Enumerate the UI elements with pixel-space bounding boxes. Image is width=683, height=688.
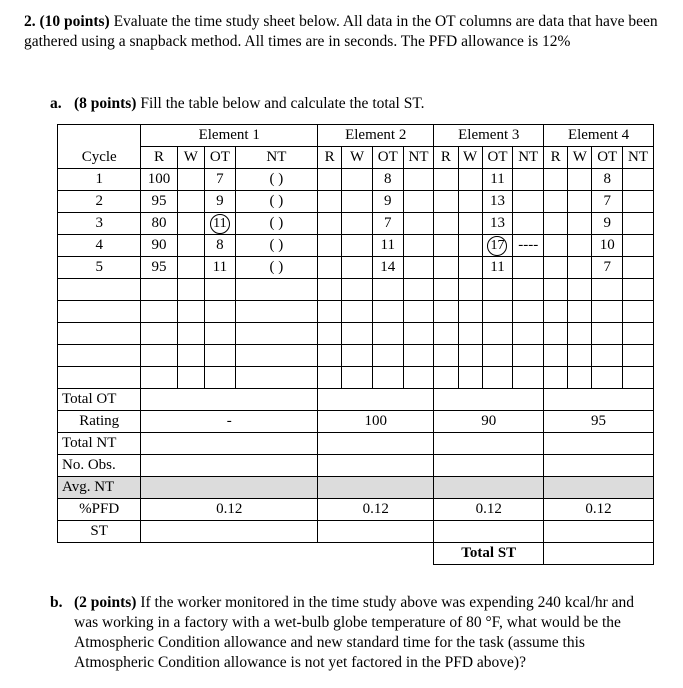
e3-ot-cell: 13 — [482, 213, 513, 235]
e2-r-cell — [318, 235, 342, 257]
e2-w-cell — [342, 257, 373, 279]
avg-nt-row — [58, 477, 654, 499]
e2-r-cell — [318, 257, 342, 279]
e1-r-cell: 80 — [141, 213, 177, 235]
e3-nt-cell — [513, 191, 544, 213]
e3-nt-cell — [513, 213, 544, 235]
e1-ot-cell — [205, 213, 236, 235]
e3-r-cell — [434, 169, 458, 191]
e4-w-cell — [568, 257, 592, 279]
e4-ot-cell: 10 — [592, 235, 623, 257]
element-1-header: Element 1 — [141, 125, 318, 147]
cycle-cell: 1 — [58, 169, 141, 191]
part-b-label: b. — [50, 594, 63, 611]
e4-r-cell — [544, 235, 568, 257]
e3-w-cell — [458, 257, 482, 279]
e3-ot-cell: 13 — [482, 191, 513, 213]
part-a — [50, 94, 425, 114]
e2-r-cell — [318, 169, 342, 191]
e1-r-header: R — [141, 147, 177, 169]
e1-ot-cell: 7 — [205, 169, 236, 191]
e4-ot-cell: 7 — [592, 257, 623, 279]
cycle-header: Cycle — [58, 147, 141, 169]
cycle-cell: 3 — [58, 213, 141, 235]
e1-nt-cell: ( ) — [235, 257, 317, 279]
empty-row — [58, 345, 654, 367]
e4-ot-cell: 7 — [592, 191, 623, 213]
e1-nt-header: NT — [235, 147, 317, 169]
empty-row — [58, 367, 654, 389]
e2-nt-cell — [403, 169, 434, 191]
e3-w-cell — [458, 191, 482, 213]
question-2 — [24, 12, 664, 52]
e1-w-cell — [177, 169, 204, 191]
element-3-header: Element 3 — [434, 125, 544, 147]
e2-nt-cell — [403, 191, 434, 213]
table-row — [58, 169, 654, 191]
empty-row — [58, 323, 654, 345]
question-number: 2. — [24, 13, 36, 30]
e2-ot-cell: 8 — [372, 169, 403, 191]
e4-nt-cell — [623, 257, 654, 279]
e4-w-cell — [568, 213, 592, 235]
part-a-text: Fill the table below and calculate the total ST. — [140, 95, 425, 112]
question-points: (10 points) — [39, 13, 110, 30]
total-st-value — [544, 543, 654, 565]
e3-total-ot — [434, 389, 544, 411]
e4-w-cell — [568, 235, 592, 257]
e3-r-header: R — [434, 147, 458, 169]
table-row — [58, 191, 654, 213]
e4-rating: 95 — [544, 411, 654, 433]
total-ot-row — [58, 389, 654, 411]
no-obs-label: No. Obs. — [58, 455, 141, 477]
part-b-body — [74, 593, 660, 673]
cycle-cell: 5 — [58, 257, 141, 279]
total-nt-row — [58, 433, 654, 455]
e4-ot-cell: 8 — [592, 169, 623, 191]
e2-ot-cell: 7 — [372, 213, 403, 235]
part-a-points: (8 points) — [74, 95, 137, 112]
e1-ot-cell: 11 — [205, 257, 236, 279]
table-row — [58, 257, 654, 279]
e3-rating: 90 — [434, 411, 544, 433]
empty-row — [58, 279, 654, 301]
rating-row — [58, 411, 654, 433]
e2-pfd: 0.12 — [318, 499, 434, 521]
e4-ot-cell: 9 — [592, 213, 623, 235]
e2-ot-cell: 14 — [372, 257, 403, 279]
e2-w-cell — [342, 169, 373, 191]
e1-pfd: 0.12 — [141, 499, 318, 521]
e4-ot-header: OT — [592, 147, 623, 169]
e3-w-cell — [458, 169, 482, 191]
e3-nt-cell: ---- — [513, 235, 544, 257]
pfd-label: %PFD — [58, 499, 141, 521]
e4-total-ot — [544, 389, 654, 411]
e4-r-cell — [544, 169, 568, 191]
e1-nt-cell: ( ) — [235, 191, 317, 213]
circled-value: 11 — [210, 214, 230, 234]
cycle-cell: 2 — [58, 191, 141, 213]
total-st-label: Total ST — [434, 543, 544, 565]
e1-r-cell: 95 — [141, 257, 177, 279]
st-label: ST — [58, 521, 141, 543]
header-row-sub — [58, 147, 654, 169]
e1-ot-cell: 8 — [205, 235, 236, 257]
e2-r-cell — [318, 191, 342, 213]
e4-w-cell — [568, 169, 592, 191]
rating-label: Rating — [58, 411, 141, 433]
e1-w-cell — [177, 257, 204, 279]
e1-ot-header: OT — [205, 147, 236, 169]
e2-nt-cell — [403, 257, 434, 279]
e4-w-cell — [568, 191, 592, 213]
e4-r-cell — [544, 213, 568, 235]
table-row — [58, 213, 654, 235]
e3-ot-cell — [482, 235, 513, 257]
part-b — [50, 593, 660, 673]
e3-r-cell — [434, 235, 458, 257]
e3-ot-cell: 11 — [482, 169, 513, 191]
e2-w-cell — [342, 213, 373, 235]
e4-r-cell — [544, 257, 568, 279]
e4-nt-cell — [623, 213, 654, 235]
e1-nt-cell: ( ) — [235, 235, 317, 257]
e2-w-cell — [342, 191, 373, 213]
e3-nt-cell — [513, 169, 544, 191]
e2-ot-cell: 9 — [372, 191, 403, 213]
e4-nt-cell — [623, 235, 654, 257]
e4-nt-cell — [623, 191, 654, 213]
st-row — [58, 521, 654, 543]
total-st-row — [58, 543, 654, 565]
cycle-cell: 4 — [58, 235, 141, 257]
e2-total-ot — [318, 389, 434, 411]
e2-w-cell — [342, 235, 373, 257]
e3-r-cell — [434, 257, 458, 279]
e1-total-ot — [141, 389, 318, 411]
e2-ot-cell: 11 — [372, 235, 403, 257]
time-study-table — [57, 124, 654, 565]
cycle-header-top — [58, 125, 141, 147]
e3-w-cell — [458, 213, 482, 235]
e1-nt-cell: ( ) — [235, 169, 317, 191]
e1-w-cell — [177, 235, 204, 257]
e2-ot-header: OT — [372, 147, 403, 169]
e1-w-cell — [177, 191, 204, 213]
e2-nt-cell — [403, 213, 434, 235]
e3-pfd: 0.12 — [434, 499, 544, 521]
e4-nt-header: NT — [623, 147, 654, 169]
e1-w-cell — [177, 213, 204, 235]
part-a-label: a. — [50, 95, 62, 112]
e2-rating: 100 — [318, 411, 434, 433]
avg-nt-label: Avg. NT — [58, 477, 141, 499]
e2-w-header: W — [342, 147, 373, 169]
e3-ot-header: OT — [482, 147, 513, 169]
part-b-points: (2 points) — [74, 594, 137, 611]
e3-w-cell — [458, 235, 482, 257]
circled-value: 17 — [487, 236, 507, 256]
empty-row — [58, 301, 654, 323]
e4-nt-cell — [623, 169, 654, 191]
table-row — [58, 235, 654, 257]
e3-nt-cell — [513, 257, 544, 279]
e4-r-header: R — [544, 147, 568, 169]
e1-w-header: W — [177, 147, 204, 169]
e1-rating: - — [141, 411, 318, 433]
part-b-text: If the worker monitored in the time study above was expending 240 kcal/hr and was working in a factory with a wet-bulb globe temperature of 80 °F, what would be the Atmospheric Condition allowance and new standard time for the task (assume this Atmospheric Condition allowance is not yet factored in the PFD above)? — [74, 594, 635, 671]
e2-nt-header: NT — [403, 147, 434, 169]
e1-ot-cell: 9 — [205, 191, 236, 213]
e1-r-cell: 95 — [141, 191, 177, 213]
e2-r-header: R — [318, 147, 342, 169]
e3-r-cell — [434, 191, 458, 213]
total-ot-label: Total OT — [58, 389, 141, 411]
e3-w-header: W — [458, 147, 482, 169]
e1-r-cell: 90 — [141, 235, 177, 257]
e1-nt-cell: ( ) — [235, 213, 317, 235]
pfd-row — [58, 499, 654, 521]
e3-r-cell — [434, 213, 458, 235]
e4-r-cell — [544, 191, 568, 213]
e4-w-header: W — [568, 147, 592, 169]
e2-nt-cell — [403, 235, 434, 257]
e1-r-cell: 100 — [141, 169, 177, 191]
element-2-header: Element 2 — [318, 125, 434, 147]
element-4-header: Element 4 — [544, 125, 654, 147]
question-text: Evaluate the time study sheet below. All data in the OT columns are data that have been gathered using a snapback method. All times are in seconds. The PFD allowance is 12% — [24, 13, 658, 50]
e3-ot-cell: 11 — [482, 257, 513, 279]
no-obs-row — [58, 455, 654, 477]
e4-pfd: 0.12 — [544, 499, 654, 521]
total-nt-label: Total NT — [58, 433, 141, 455]
header-row-elements — [58, 125, 654, 147]
e3-nt-header: NT — [513, 147, 544, 169]
e2-r-cell — [318, 213, 342, 235]
